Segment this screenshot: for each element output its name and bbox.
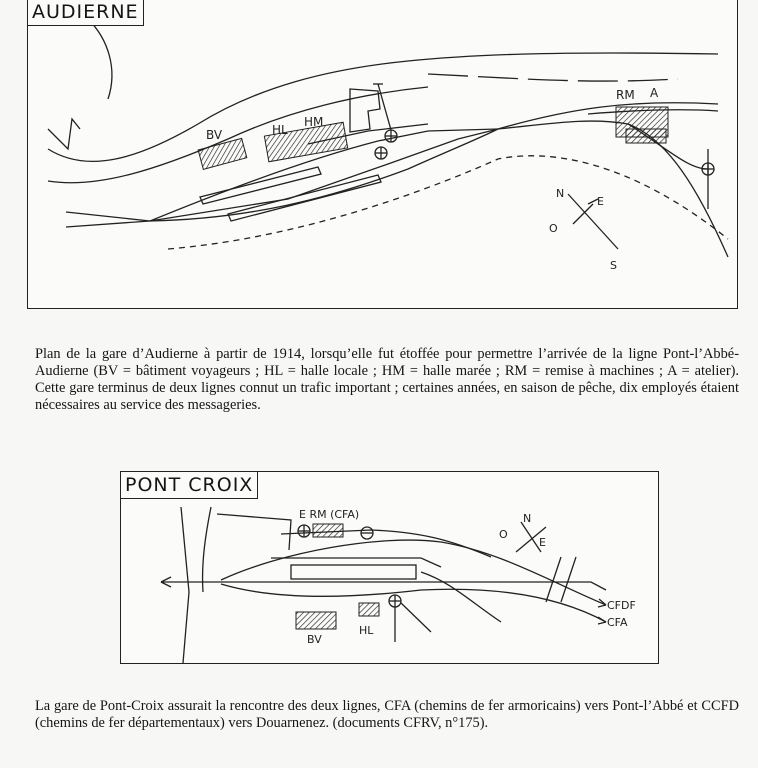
label-cfa: CFA (607, 616, 628, 629)
track-buffer-lower (66, 221, 150, 227)
coast-line-lower (48, 87, 428, 183)
bv-building (198, 138, 247, 169)
road-left-2 (203, 507, 211, 592)
label-bv: BV (206, 128, 223, 142)
label-erm: E RM (CFA) (299, 508, 360, 521)
shore-marks (48, 119, 80, 149)
track-dashed (168, 156, 728, 249)
caption-audierne: Plan de la gare d’Audierne à partir de 1914, lorsqu’elle fut étoffée pour permettre l’arrivée de la ligne Pont-l’Abbé-Audierne (BV = bâtiment voyageurs ; HL = halle locale ; HM = halle marée ; RM = remise à machines ; A = atelier). Cette gare terminus de deux lignes connut un trafic important ; certaines années, en saison de pêche, dix employés étaient nécessaires au service des messageries. (35, 346, 739, 413)
coast-line-left (88, 19, 112, 99)
bv-building (296, 612, 336, 629)
pont-croix-station-plan (120, 471, 659, 664)
label-bv: BV (307, 633, 322, 646)
rm-building (313, 524, 343, 537)
platform (291, 565, 416, 579)
platform-upper (200, 167, 321, 204)
a-building (626, 129, 666, 143)
building-outline (217, 514, 291, 550)
pont-croix-track-diagram (121, 472, 658, 663)
compass-e: E (539, 536, 546, 549)
hl-building (359, 603, 379, 616)
compass-e: E (597, 195, 604, 208)
road-left-1 (181, 507, 189, 663)
label-hm: HM (304, 115, 324, 129)
compass-o: O (549, 222, 558, 235)
track-branch (421, 572, 501, 622)
audierne-track-diagram (28, 0, 737, 308)
compass-n: N (556, 187, 565, 200)
compass-s: S (610, 259, 617, 272)
road-edge (428, 74, 678, 81)
compass-n: N (523, 512, 532, 525)
figure-title-audierne: AUDIERNE (27, 0, 144, 26)
caption-pont-croix: La gare de Pont-Croix assurait la rencontre des deux lignes, CFA (chemins de fer armoricains) vers Pont-l’Abbé et CCFD (chemins de fer départementaux) vers Douarnenez. (documents CFRV, n°175). (35, 698, 739, 731)
label-a: A (650, 86, 659, 100)
track-cfa (221, 584, 606, 622)
compass-o: O (499, 528, 508, 541)
label-cfdf: CFDF (607, 599, 636, 612)
label-hl: HL (359, 624, 374, 637)
figure-title-pont-croix: PONT CROIX (120, 471, 258, 499)
label-hl: HL (272, 123, 288, 137)
label-rm: RM (616, 88, 635, 102)
audierne-station-plan (27, 0, 738, 309)
